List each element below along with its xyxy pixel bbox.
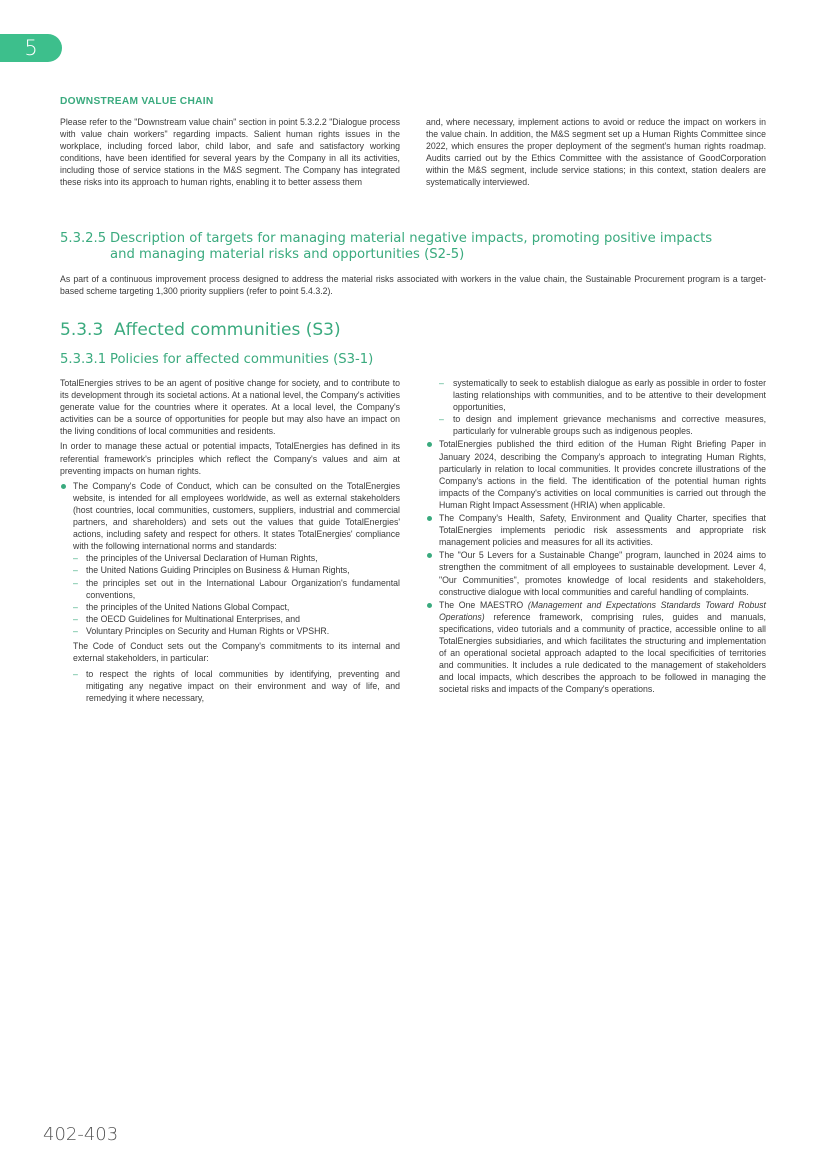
norm-item: – Voluntary Principles on Security and Human Rights or VPSHR. bbox=[60, 625, 400, 637]
section-5325-title-2: and managing material risks and opportunities (S2-5) bbox=[110, 247, 465, 262]
five-levers-bullet: The "Our 5 Levers for a Sustainable Change" program, launched in 2024 aims to strengthen the commitment of all employees to sustainable development. Lever 4, "Our Communities", promotes knowledge of local residents and stakeholders, constructive dialogue with local communities and careful handling of complaints. bbox=[426, 549, 766, 597]
norm-item: – the principles of the Universal Declaration of Human Rights, bbox=[60, 552, 400, 564]
section-5331-number: 5.3.3.1 bbox=[60, 352, 107, 367]
downstream-left-column bbox=[60, 116, 400, 189]
maestro-text-c: reference framework, comprising rules, guides and manuals, specifications, video tutorials and a community of practice, accessible online to all TotalEnergies subsidiaries, and which facilitates the structuring and implementation of an operational societal approach adapted to the local specificities of territories and communities. It includes a rule dedicated to the management of stakeholders and local impacts, which describes the approach to be followed in managing the societal risks and impacts of the Company's operations. bbox=[439, 611, 766, 695]
section-533-heading bbox=[60, 320, 341, 340]
code-of-conduct-bullet: The Company's Code of Conduct, which can be consulted on the TotalEnergies website, is intended for all employees worldwide, as well as external stakeholders (host countries, local communities, customers, suppliers, industrial and commercial partners, and shareholders) and sets out the values that guide TotalEnergies' actions, including safety and respect for others. It states TotalEnergies' compliance with the following international norms and standards: bbox=[60, 480, 400, 553]
one-maestro-bullet bbox=[426, 599, 766, 696]
page-number: 402-403 bbox=[43, 1124, 119, 1145]
communities-right-column bbox=[426, 377, 766, 695]
downstream-heading: DOWNSTREAM VALUE CHAIN bbox=[60, 96, 214, 107]
code-commitments-text: The Code of Conduct sets out the Company's commitments to its internal and external stakeholders, in particular: bbox=[73, 640, 400, 664]
norm-item: – the principles set out in the International Labour Organization's fundamental conventions, bbox=[60, 577, 400, 601]
intro-paragraph: TotalEnergies strives to be an agent of positive change for society, and to contribute to its development through its societal actions. At a national level, the Company's activities generate value for the countries where it operates. At a local level, the Company's activities can be a source of opportunities for people but may also have an impact on the living conditions of local communities and residents. bbox=[60, 378, 400, 437]
section-5331-heading bbox=[60, 352, 373, 368]
chapter-tab: 5 bbox=[0, 34, 62, 62]
section-5325-text: As part of a continuous improvement process designed to address the material risks associated with workers in the value chain, the Sustainable Procurement program is a target-based scheme targeting 1,300 priority suppliers (refer to point 5.4.3.2). bbox=[60, 274, 766, 297]
norm-item: – the OECD Guidelines for Multinational Enterprises, and bbox=[60, 613, 400, 625]
maestro-text-a: The One MAESTRO bbox=[439, 599, 528, 610]
human-rights-briefing-bullet: TotalEnergies published the third edition of the Human Right Briefing Paper in January 2024, describing the Company's approach to integrating Human Rights, particularly in relation to local communities. It provides concrete illustrations of the Company's actions in the field. The identification of the potential human rights impacts of the Company's activities on local communities is carried out through the Human Right Impact Assessment (HRIA) when applicable. bbox=[426, 438, 766, 511]
impacts-paragraph: In order to manage these actual or potential impacts, TotalEnergies has defined in its referential framework's principles which reflect the Company's values and aim at preventing impacts on human rights. bbox=[60, 441, 400, 476]
downstream-right-text: and, where necessary, implement actions to avoid or reduce the impact on workers in the value chain. In addition, the M&S segment set up a Human Rights Committee since 2022, which ensures the proper deployment of the segment's human rights roadmap. Audits carried out by the Ethics Committee with the assistance of GoodCorporation within the M&S segment, include service stations; in this context, station dealers are systematically interviewed. bbox=[426, 117, 766, 188]
norm-item: – the principles of the United Nations Global Compact, bbox=[60, 601, 400, 613]
section-5325-title-1: Description of targets for managing material negative impacts, promoting positive impacts bbox=[110, 231, 713, 246]
section-5325-heading bbox=[60, 231, 712, 263]
downstream-left-text: Please refer to the "Downstream value chain" section in point 5.3.2.2 "Dialogue process with value chain workers" regarding impacts. Salient human rights issues in the workplace, including forced labor, child labor, and safe and satisfactory working conditions, have been identified for several years by the Company in all its activities, including those of service stations in the M&S segment. The Company has integrated these risks into its approach to human rights, enabling it to better assess them bbox=[60, 117, 400, 188]
downstream-right-column bbox=[426, 116, 766, 189]
hseq-charter-bullet: The Company's Health, Safety, Environment and Quality Charter, specifies that TotalEnergies implements periodic risk assessments and appropriate risk management policies and measures for all its activities. bbox=[426, 512, 766, 548]
section-5325-body bbox=[60, 273, 766, 297]
commitment-item: – to design and implement grievance mechanisms and corrective measures, particularly for vulnerable groups such as indigenous peoples. bbox=[426, 413, 766, 437]
maestro-text-b: (Management and Expectations Standards Toward Robust Operations) bbox=[439, 599, 766, 622]
norm-item: – the United Nations Guiding Principles on Business & Human Rights, bbox=[60, 564, 400, 576]
section-5325-number: 5.3.2.5 bbox=[60, 231, 107, 246]
section-533-title: Affected communities (S3) bbox=[114, 320, 341, 340]
section-533-number: 5.3.3 bbox=[60, 320, 104, 340]
communities-left-column bbox=[60, 377, 400, 704]
commitment-item: – systematically to seek to establish dialogue as early as possible in order to foster lasting relationships with communities, and to be attentive to their development opportunities, bbox=[426, 377, 766, 413]
section-5331-title: Policies for affected communities (S3-1) bbox=[110, 352, 374, 367]
norms-list bbox=[60, 552, 400, 637]
commitment-item: – to respect the rights of local communities by identifying, preventing and mitigating any negative impact on their environment and way of life, and remedying it where necessary, bbox=[60, 668, 400, 704]
